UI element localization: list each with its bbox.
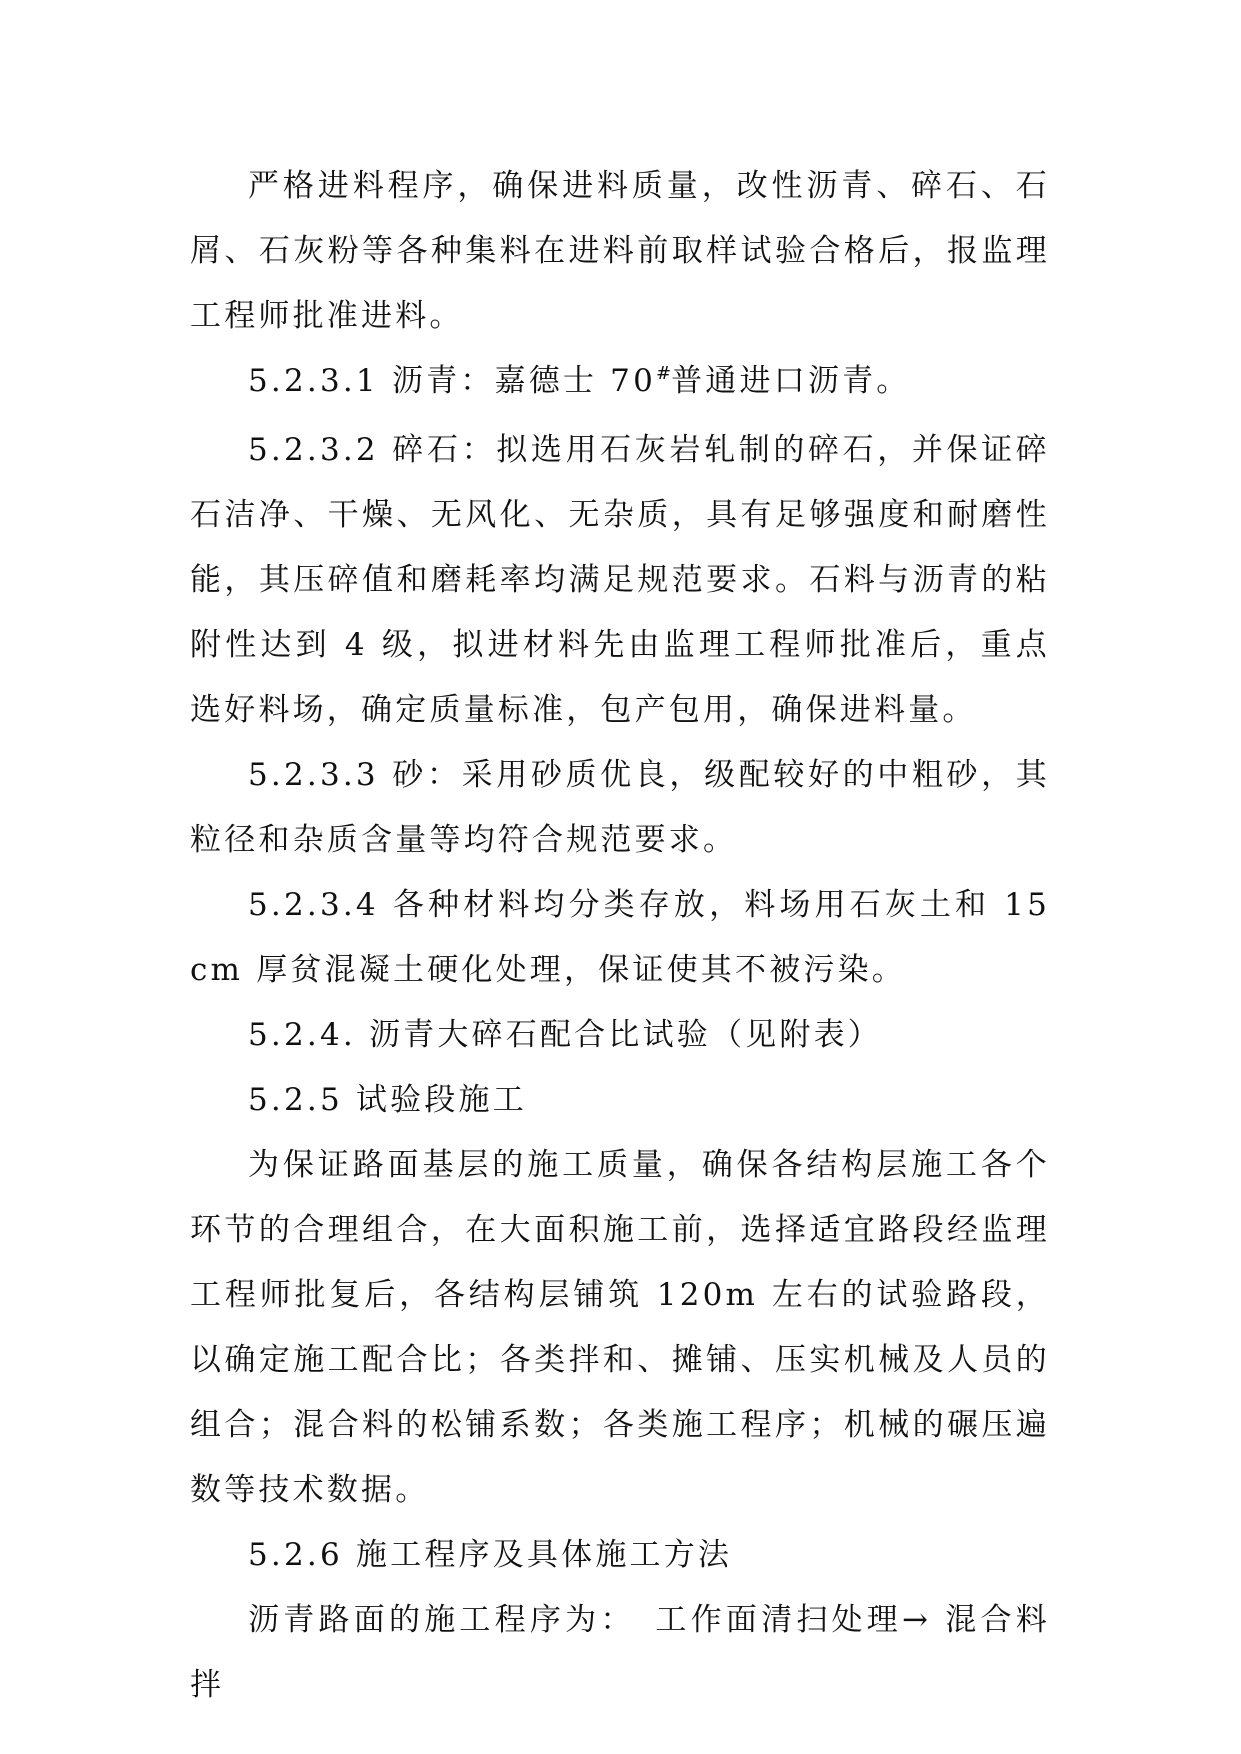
paragraph-text: 5.2.6 施工程序及具体施工方法 [248,1537,733,1573]
paragraph-text: 5.2.3.2 碎石：拟选用石灰岩轧制的碎石，并保证碎石洁净、干燥、无风化、无杂质，具有足够强度和耐磨性能，其压碎值和磨耗率均满足规范要求。石料与沥青的粘附性达到 4 级，拟进材料先由监理工程师批准后，重点选好料场，确定质量标准，包产包用，确保进料量。 [190,432,1050,728]
section-heading-procedure [190,1523,1050,1588]
paragraph-text: 5.2.3.3 砂：采用砂质优良，级配较好的中粗砂，其粒径和杂质含量等均符合规范要求。 [190,757,1050,858]
paragraph-text: 5.2.4. 沥青大碎石配合比试验（见附表） [248,1017,882,1053]
superscript-mark: # [656,363,672,384]
paragraph-asphalt [190,349,1050,418]
section-heading-test-section [190,1068,1050,1133]
document-body [190,154,1050,1718]
paragraph-sand [190,743,1050,873]
paragraph-material-intake [190,154,1050,349]
paragraph-storage [190,873,1050,1003]
paragraph-test-section [190,1133,1050,1523]
paragraph-text: 5.2.3.1 沥青：嘉德士 70 [248,363,657,399]
paragraph-text: 5.2.5 试验段施工 [248,1082,527,1118]
paragraph-text: 沥青路面的施工程序为： 工作面清扫处理→ 混合料拌 [190,1602,1050,1703]
paragraph-text: 为保证路面基层的施工质量，确保各结构层施工各个环节的合理组合，在大面积施工前，选择适宜路段经监理工程师批复后，各结构层铺筑 120m 左右的试验路段，以确定施工配合比；各类拌和、摊铺、压实机械及人员的组合；混合料的松铺系数；各类施工程序；机械的碾压遍数等技术数据。 [190,1147,1050,1508]
paragraph-gravel [190,418,1050,743]
paragraph-text: 5.2.3.4 各种材料均分类存放，料场用石灰土和 15cm 厚贫混凝土硬化处理，保证使其不被污染。 [190,887,1050,988]
section-heading-mix-ratio [190,1003,1050,1068]
paragraph-text: 严格进料程序，确保进料质量，改性沥青、碎石、石屑、石灰粉等各种集料在进料前取样试验合格后，报监理工程师批准进料。 [190,168,1050,334]
paragraph-procedure [190,1588,1050,1718]
paragraph-text: 普通进口沥青。 [671,363,911,399]
